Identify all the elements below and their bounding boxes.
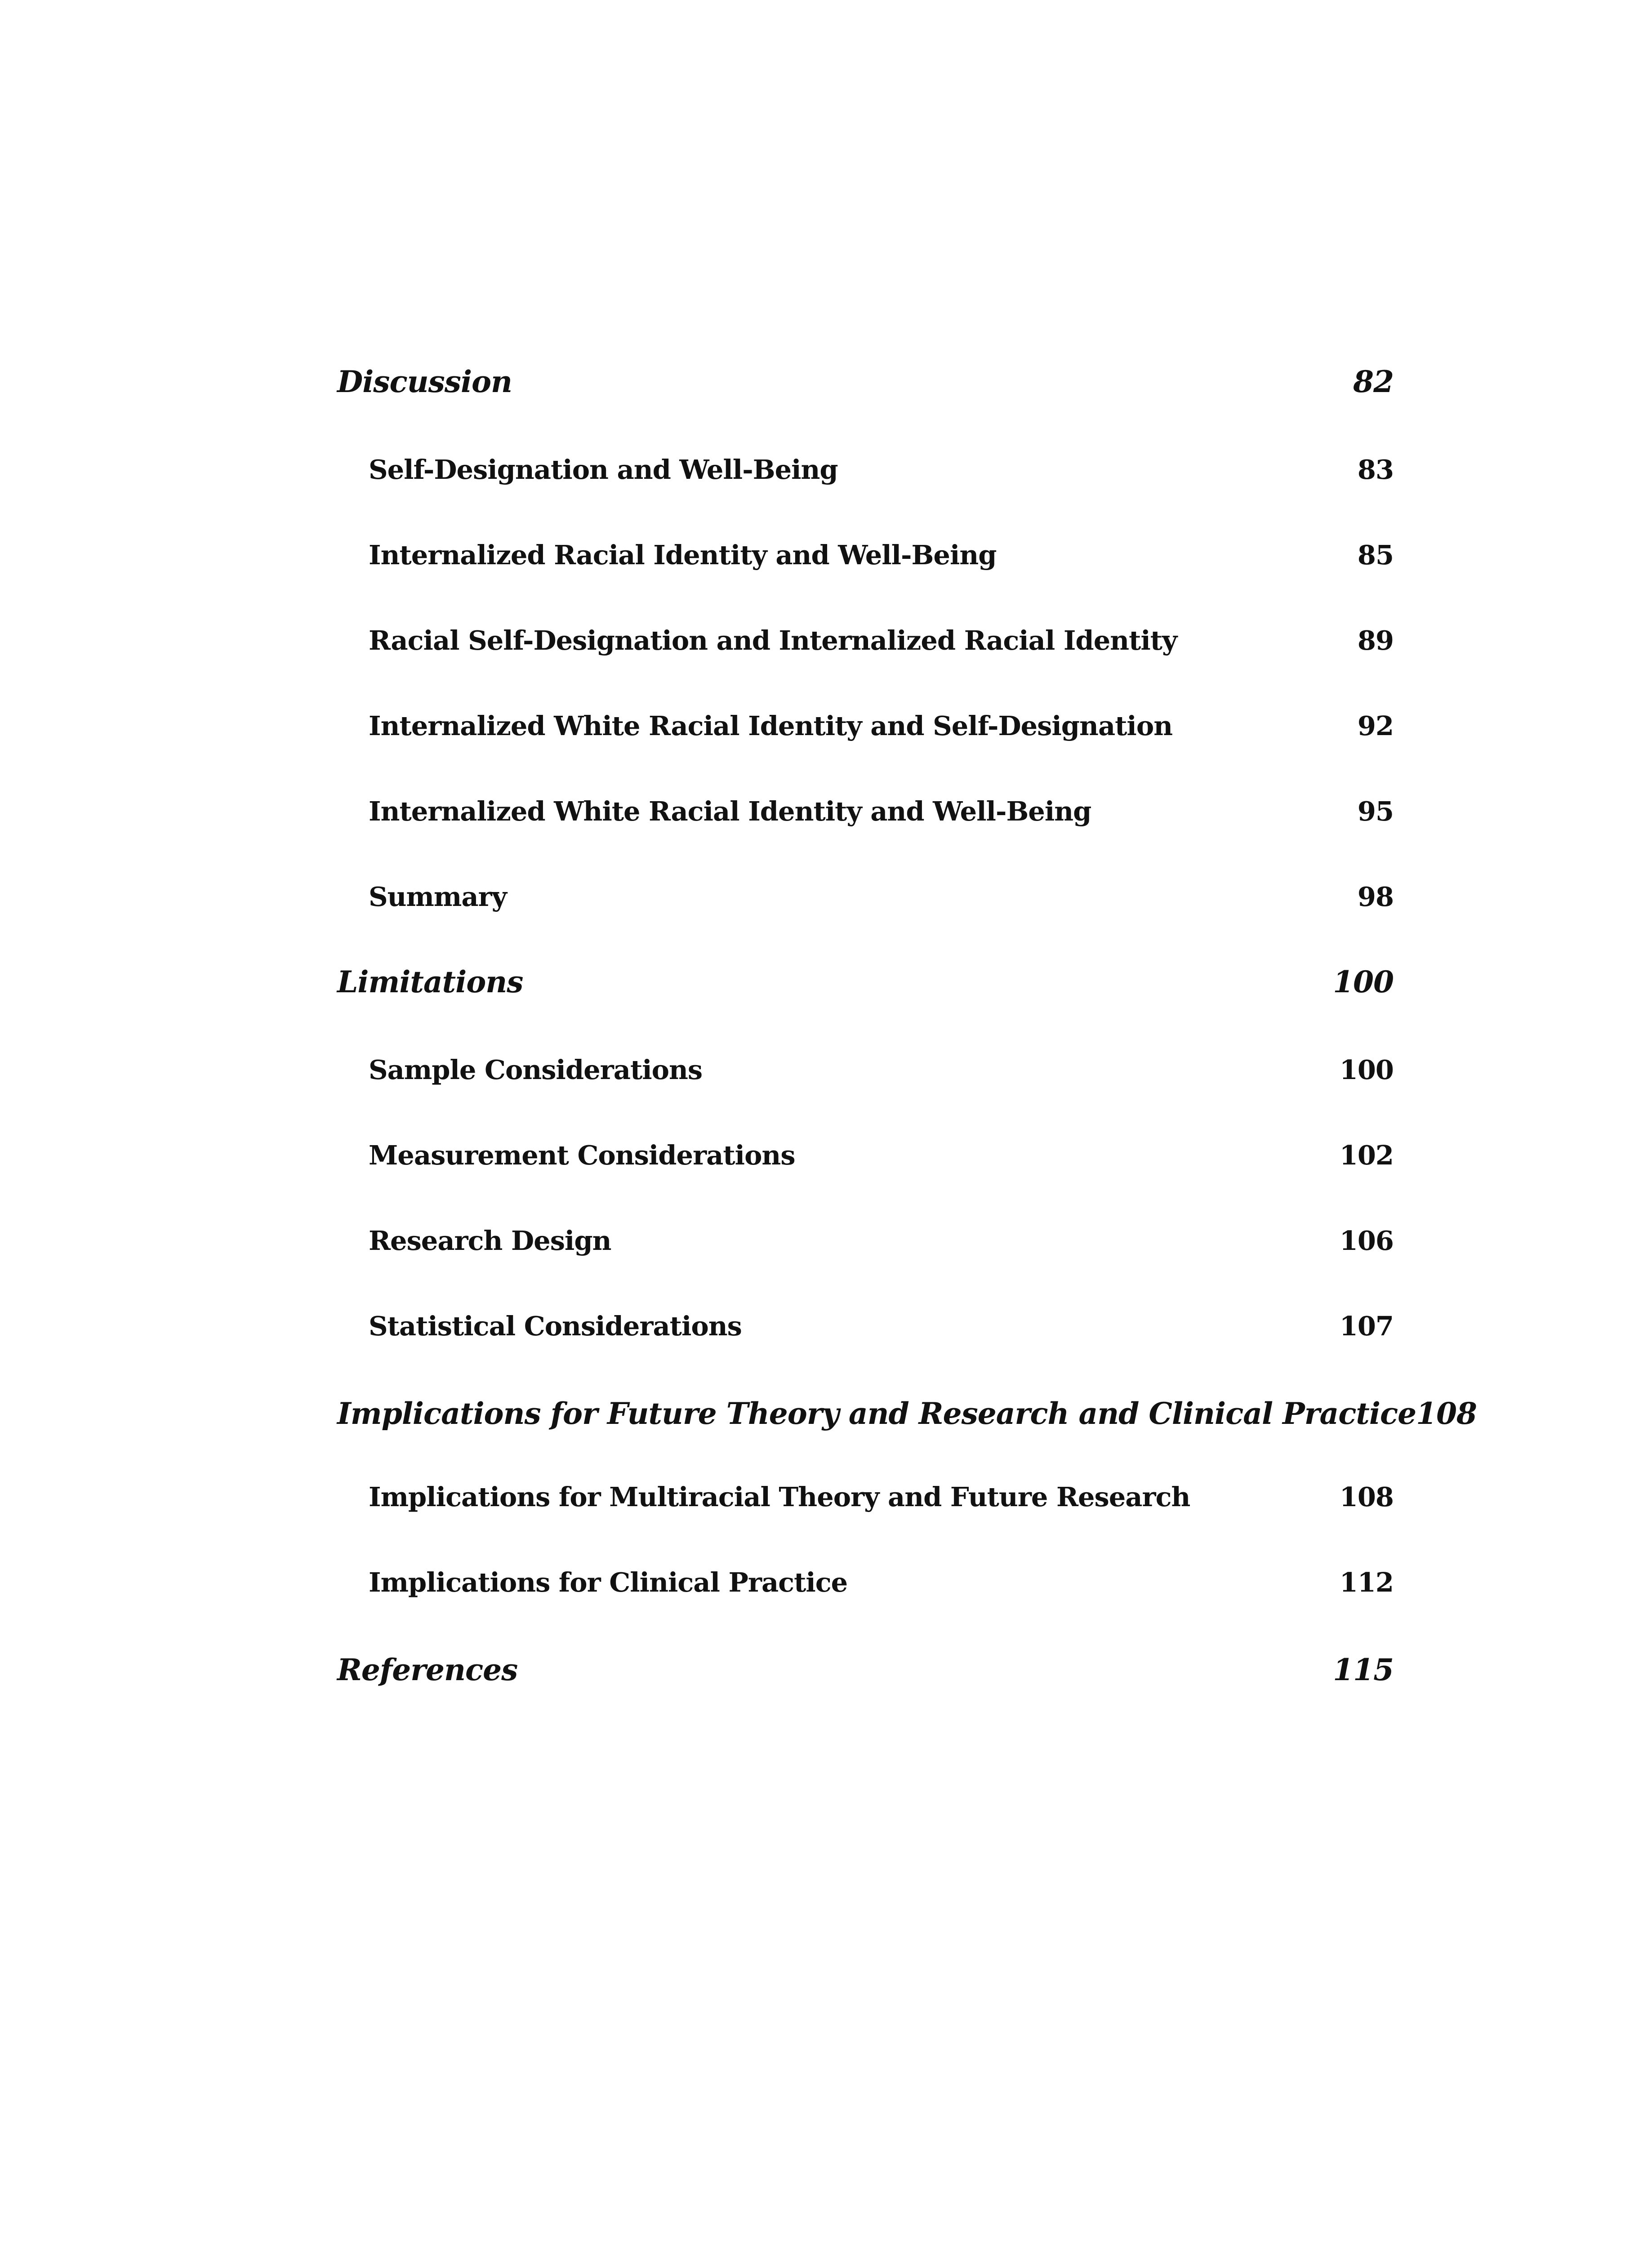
toc-entry-title: Racial Self-Designation and Internalized Racial Identity (369, 625, 1177, 656)
toc-entry-internalized-white-self-designation[interactable] (337, 710, 1394, 764)
toc-entry-page: 108 (1416, 1396, 1477, 1431)
toc-entry-research-design[interactable] (337, 1225, 1394, 1279)
toc-entry-clinical-practice[interactable] (337, 1567, 1394, 1621)
toc-entry-self-designation-well-being[interactable] (337, 454, 1394, 508)
toc-entry-page: 115 (1333, 1652, 1394, 1687)
toc-entry-page: 108 (1339, 1481, 1394, 1512)
toc-entry-sample-considerations[interactable] (337, 1054, 1394, 1108)
toc-entry-discussion[interactable] (337, 364, 1394, 418)
toc-entry-title: Discussion (337, 364, 512, 399)
toc-entry-racial-self-designation-internalized[interactable] (337, 625, 1394, 679)
toc-entry-title: References (337, 1652, 518, 1687)
toc-entry-title: Implications for Multiracial Theory and Future Research (369, 1481, 1190, 1512)
toc-entry-title: Statistical Considerations (369, 1311, 742, 1342)
toc-entry-page: 112 (1339, 1567, 1394, 1598)
toc-entry-title: Implications for Clinical Practice (369, 1567, 848, 1598)
toc-entry-page: 92 (1357, 710, 1394, 741)
toc-entry-title: Internalized White Racial Identity and Self-Designation (369, 710, 1173, 741)
toc-entry-page: 95 (1357, 796, 1394, 827)
toc-entry-page: 100 (1339, 1054, 1394, 1085)
toc-entry-statistical-considerations[interactable] (337, 1311, 1394, 1365)
toc-entry-measurement-considerations[interactable] (337, 1140, 1394, 1194)
toc-entry-page: 102 (1339, 1140, 1394, 1171)
toc-entry-page: 82 (1353, 364, 1394, 399)
toc-entry-title: Measurement Considerations (369, 1140, 795, 1171)
toc-entry-title: Self-Designation and Well-Being (369, 454, 838, 485)
toc-entry-page: 83 (1357, 454, 1394, 485)
toc-entry-title: Summary (369, 881, 507, 912)
toc-entry-multiracial-theory[interactable] (337, 1481, 1394, 1535)
toc-entry-title: Implications for Future Theory and Research and Clinical Practice (337, 1396, 1416, 1431)
toc-entry-page: 107 (1339, 1311, 1394, 1342)
toc-entry-references[interactable] (337, 1652, 1394, 1706)
toc-entry-title: Research Design (369, 1225, 611, 1256)
toc-entry-page: 106 (1339, 1225, 1394, 1256)
toc-entry-internalized-racial-identity-well-being[interactable] (337, 540, 1394, 593)
toc-entry-summary[interactable] (337, 881, 1394, 935)
toc-entry-page: 100 (1333, 964, 1394, 999)
toc-entry-page: 98 (1357, 881, 1394, 912)
toc-entry-page: 89 (1357, 625, 1394, 656)
toc-entry-limitations[interactable] (337, 964, 1394, 1018)
toc-entry-title: Sample Considerations (369, 1054, 703, 1085)
toc-entry-implications[interactable] (337, 1396, 1477, 1450)
toc-entry-title: Limitations (337, 964, 523, 999)
toc-entry-page: 85 (1357, 540, 1394, 571)
toc-entry-title: Internalized White Racial Identity and Well-Being (369, 796, 1091, 827)
toc-entry-title: Internalized Racial Identity and Well-Being (369, 540, 997, 571)
toc-entry-internalized-white-well-being[interactable] (337, 796, 1394, 850)
